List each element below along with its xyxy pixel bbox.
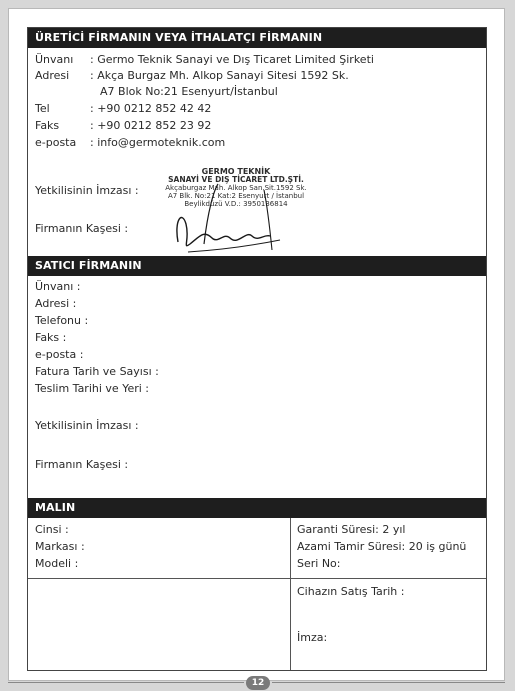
- goods-garanti: Garanti Süresi: 2 yıl: [297, 523, 406, 536]
- producer-unvan-row: [35, 53, 374, 67]
- goods-imza-label: İmza:: [297, 631, 328, 644]
- stamp-line-5: Beylikdüzü V.D.: 3950136814: [184, 200, 288, 208]
- goods-satis-label: Cihazın Satış Tarih :: [297, 585, 405, 598]
- goods-column-divider: [290, 518, 291, 670]
- producer-header: ÜRETİCİ FİRMANIN VEYA İTHALATÇI FİRMANIN: [28, 28, 486, 48]
- seller-imza-label: Yetkilisinin İmzası :: [35, 419, 139, 432]
- seller-telefon-label: Telefonu :: [35, 314, 89, 327]
- producer-imza-label: Yetkilisinin İmzası :: [35, 184, 139, 197]
- producer-unvan-value: : Germo Teknik Sanayi ve Dış Ticaret Limited Şirketi: [90, 53, 374, 66]
- goods-cinsi-label: Cinsi :: [35, 523, 69, 536]
- goods-tamir: Azami Tamir Süresi: 20 iş günü: [297, 540, 467, 553]
- stamp-line-2: SANAYİ VE DIŞ TİCARET LTD.ŞTİ.: [168, 175, 304, 184]
- producer-eposta-row: [35, 136, 225, 150]
- producer-faks-label: Faks: [35, 119, 60, 132]
- footer-line-right: [272, 682, 505, 683]
- producer-tel-label: Tel: [35, 102, 50, 115]
- producer-faks-value: : +90 0212 852 23 92: [90, 119, 212, 132]
- producer-unvan-label: Ünvanı: [35, 53, 74, 66]
- producer-adres-label: Adresi: [35, 69, 70, 82]
- seller-fatura-label: Fatura Tarih ve Sayısı :: [35, 365, 159, 378]
- footer-line-left: [8, 682, 244, 683]
- producer-adres-value-2: A7 Blok No:21 Esenyurt/İstanbul: [100, 85, 278, 98]
- producer-tel-value: : +90 0212 852 42 42: [90, 102, 212, 115]
- goods-markasi-label: Markası :: [35, 540, 85, 553]
- producer-faks-row: [35, 119, 211, 133]
- producer-adres-value: : Akça Burgaz Mh. Alkop Sanayi Sitesi 1592 Sk.: [90, 69, 349, 82]
- goods-modeli-label: Modeli :: [35, 557, 79, 570]
- seller-header: SATICI FİRMANIN: [28, 256, 486, 276]
- producer-eposta-label: e-posta: [35, 136, 77, 149]
- stamp-line-4: A7 Blk. No:21 Kat:2 Esenyurt / İstanbul: [167, 192, 305, 200]
- stamp-line-3: Akçaburgaz Mah. Alkop San.Sit.1592 Sk.: [165, 184, 307, 192]
- company-stamp: [136, 168, 336, 256]
- goods-header: MALIN: [28, 498, 486, 518]
- seller-faks-label: Faks :: [35, 331, 67, 344]
- signature-icon: [160, 180, 310, 260]
- seller-teslim-label: Teslim Tarihi ve Yeri :: [35, 382, 149, 395]
- seller-unvan-label: Ünvanı :: [35, 280, 81, 293]
- seller-kase-label: Firmanın Kaşesi :: [35, 458, 129, 471]
- page-number: 12: [246, 676, 270, 690]
- seller-eposta-label: e-posta :: [35, 348, 84, 361]
- goods-seri: Seri No:: [297, 557, 341, 570]
- goods-row-separator: [28, 578, 486, 579]
- seller-adres-label: Adresi :: [35, 297, 77, 310]
- producer-tel-row: [35, 102, 211, 116]
- producer-eposta-value: : info@germoteknik.com: [90, 136, 226, 149]
- producer-kase-label: Firmanın Kaşesi :: [35, 222, 129, 235]
- warranty-form: [27, 27, 487, 671]
- stamp-line-1: GERMO TEKNİK: [201, 167, 271, 176]
- producer-adres-row: [35, 69, 349, 83]
